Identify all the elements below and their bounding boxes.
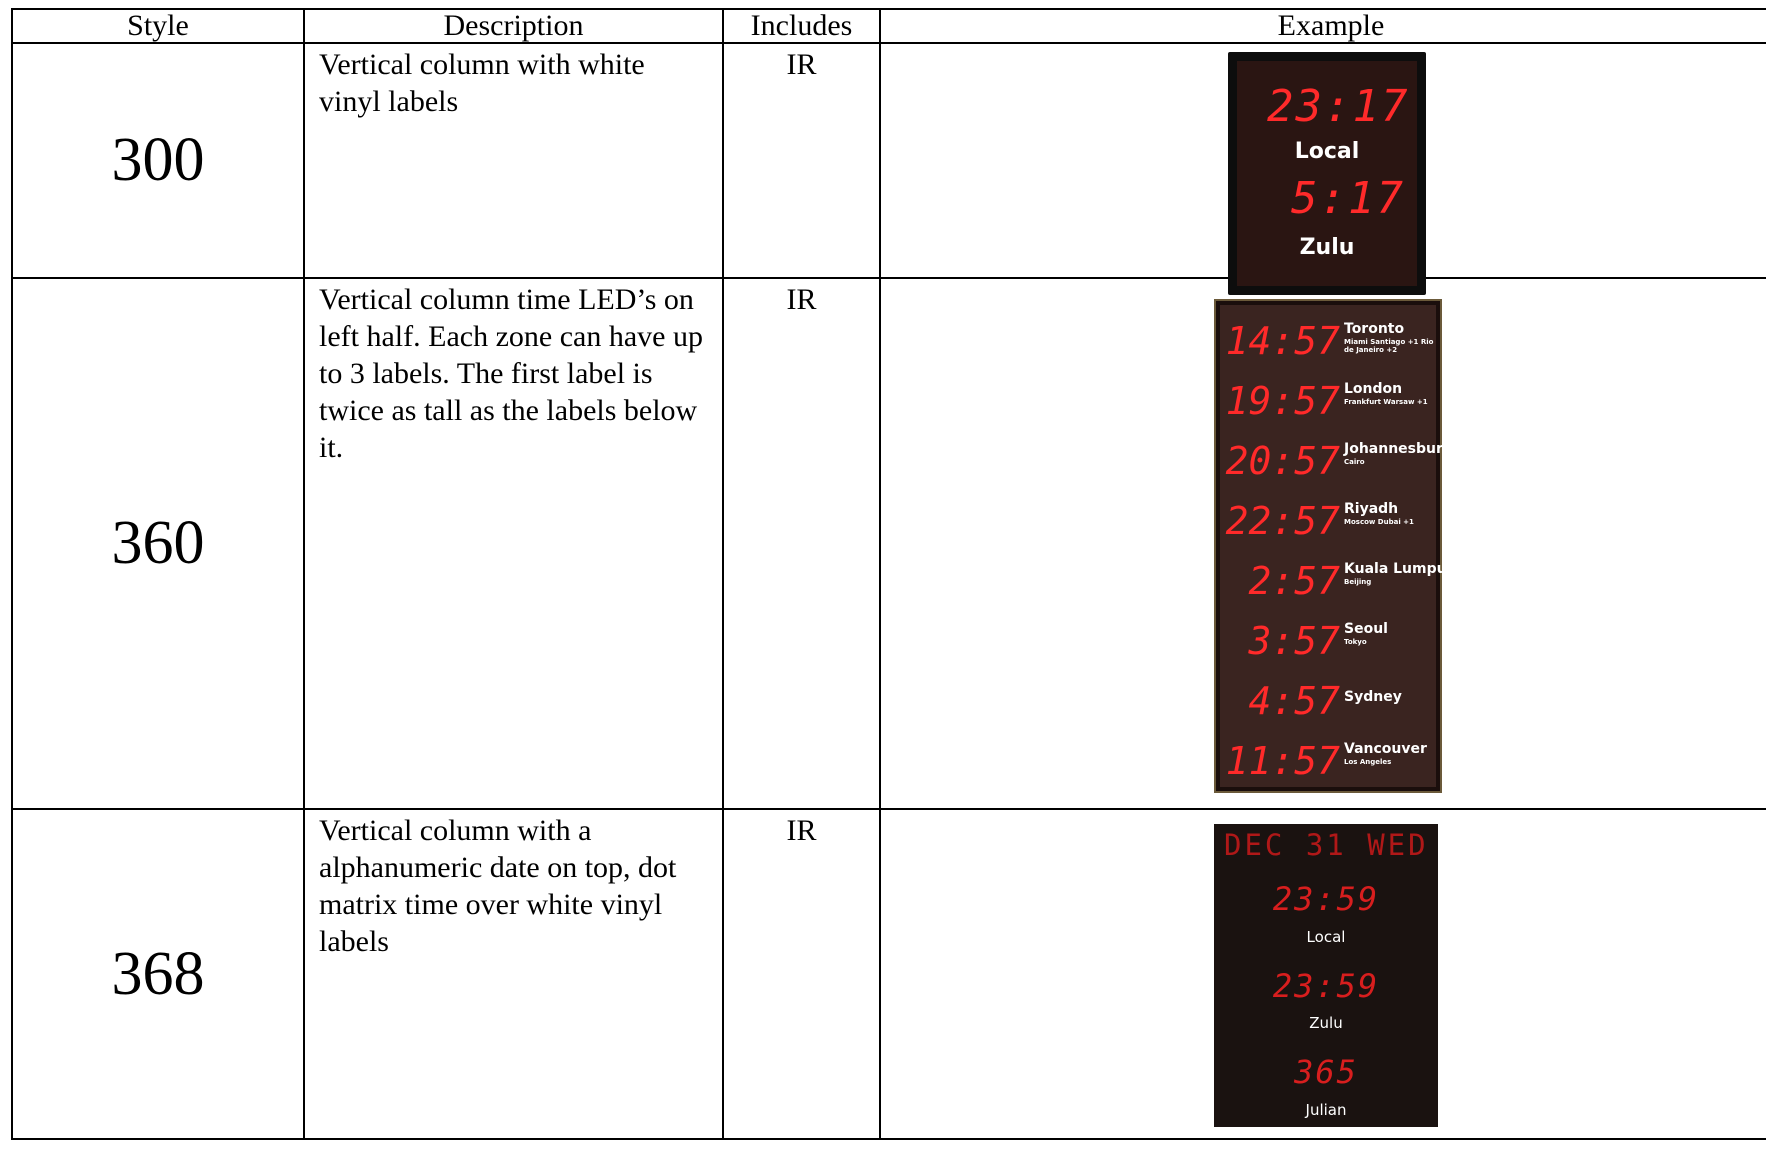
zone-sub-label: Miami Santiago +1 Rio de Janeiro +2 bbox=[1344, 338, 1434, 354]
zone-row bbox=[1220, 311, 1436, 371]
zone-sub-label: Los Angeles bbox=[1344, 758, 1392, 766]
zone-label: London bbox=[1344, 381, 1403, 397]
clock-300-image bbox=[1228, 52, 1426, 295]
example-cell bbox=[880, 278, 1766, 809]
header-description: Description bbox=[304, 9, 723, 43]
zone-time: 11:57 bbox=[1225, 739, 1340, 783]
clock-time-local: 23:17 bbox=[1267, 81, 1410, 132]
clock-panel bbox=[1220, 305, 1454, 787]
zone-time: 19:57 bbox=[1225, 379, 1340, 423]
clock-360-image bbox=[1214, 299, 1454, 793]
clock-time-local: 23:59 bbox=[1272, 880, 1380, 918]
zone-label: Vancouver bbox=[1344, 741, 1427, 757]
example-cell bbox=[880, 43, 1766, 278]
zone-sub-label: Beijing bbox=[1344, 578, 1372, 586]
clock-368-image bbox=[1214, 824, 1438, 1127]
table-row-300 bbox=[12, 43, 1766, 278]
zone-row bbox=[1220, 431, 1453, 491]
zone-time: 3:57 bbox=[1248, 619, 1340, 663]
style-includes: IR bbox=[723, 278, 880, 809]
clock-label-local: Local bbox=[1294, 139, 1360, 164]
zone-row bbox=[1220, 731, 1436, 791]
zone-row bbox=[1220, 671, 1436, 731]
style-includes: IR bbox=[723, 43, 880, 278]
style-description: Vertical column with a alphanumeric date on top, dot matrix time over white vinyl labels bbox=[304, 809, 723, 1139]
zone-label: Sydney bbox=[1344, 689, 1402, 705]
zone-label: Seoul bbox=[1344, 621, 1388, 637]
zone-sub-label: Cairo bbox=[1344, 458, 1365, 466]
zone-time: 4:57 bbox=[1248, 679, 1340, 723]
clock-label-julian: Julian bbox=[1305, 1101, 1347, 1119]
zone-row bbox=[1220, 371, 1436, 431]
zone-time: 2:57 bbox=[1248, 559, 1340, 603]
zone-label: Johannesburg bbox=[1344, 441, 1453, 457]
clock-date: DEC 31 WED bbox=[1224, 828, 1429, 862]
style-includes: IR bbox=[723, 809, 880, 1139]
zone-sub-label: Moscow Dubai +1 bbox=[1344, 518, 1414, 526]
clock-time-zulu: 23:59 bbox=[1272, 967, 1380, 1005]
clock-time-zulu: 5:17 bbox=[1291, 173, 1405, 224]
header-row bbox=[12, 9, 1766, 43]
table-row-360 bbox=[12, 278, 1766, 809]
example-cell bbox=[880, 809, 1766, 1139]
zone-label: Riyadh bbox=[1344, 501, 1399, 517]
zone-time: 22:57 bbox=[1225, 499, 1340, 543]
clock-panel bbox=[1237, 61, 1417, 286]
zone-sub-label: Tokyo bbox=[1344, 638, 1367, 646]
style-description: Vertical column time LED’s on left half. Each zone can have up to 3 labels. The first label is twice as tall as the labels below it. bbox=[304, 278, 723, 809]
zone-sub-label: Frankfurt Warsaw +1 bbox=[1344, 398, 1428, 406]
style-number: 368 bbox=[12, 809, 304, 1139]
zone-time: 20:57 bbox=[1225, 439, 1340, 483]
clock-julian-day: 365 bbox=[1294, 1053, 1358, 1091]
zone-row bbox=[1220, 491, 1436, 551]
clock-label-zulu: Zulu bbox=[1309, 1014, 1343, 1032]
style-description: Vertical column with white vinyl labels bbox=[304, 43, 723, 278]
header-includes: Includes bbox=[723, 9, 880, 43]
zone-label: Toronto bbox=[1344, 321, 1405, 337]
zone-time: 14:57 bbox=[1225, 319, 1340, 363]
style-number: 360 bbox=[12, 278, 304, 809]
style-table bbox=[11, 8, 1766, 1140]
zone-label: Kuala Lumpur bbox=[1344, 561, 1454, 577]
clock-label-zulu: Zulu bbox=[1299, 235, 1355, 260]
zone-row bbox=[1220, 551, 1454, 611]
zone-row bbox=[1220, 611, 1436, 671]
table-row-368 bbox=[12, 809, 1766, 1139]
style-number: 300 bbox=[12, 43, 304, 278]
header-example: Example bbox=[880, 9, 1766, 43]
clock-label-local: Local bbox=[1306, 928, 1346, 946]
header-style: Style bbox=[12, 9, 304, 43]
